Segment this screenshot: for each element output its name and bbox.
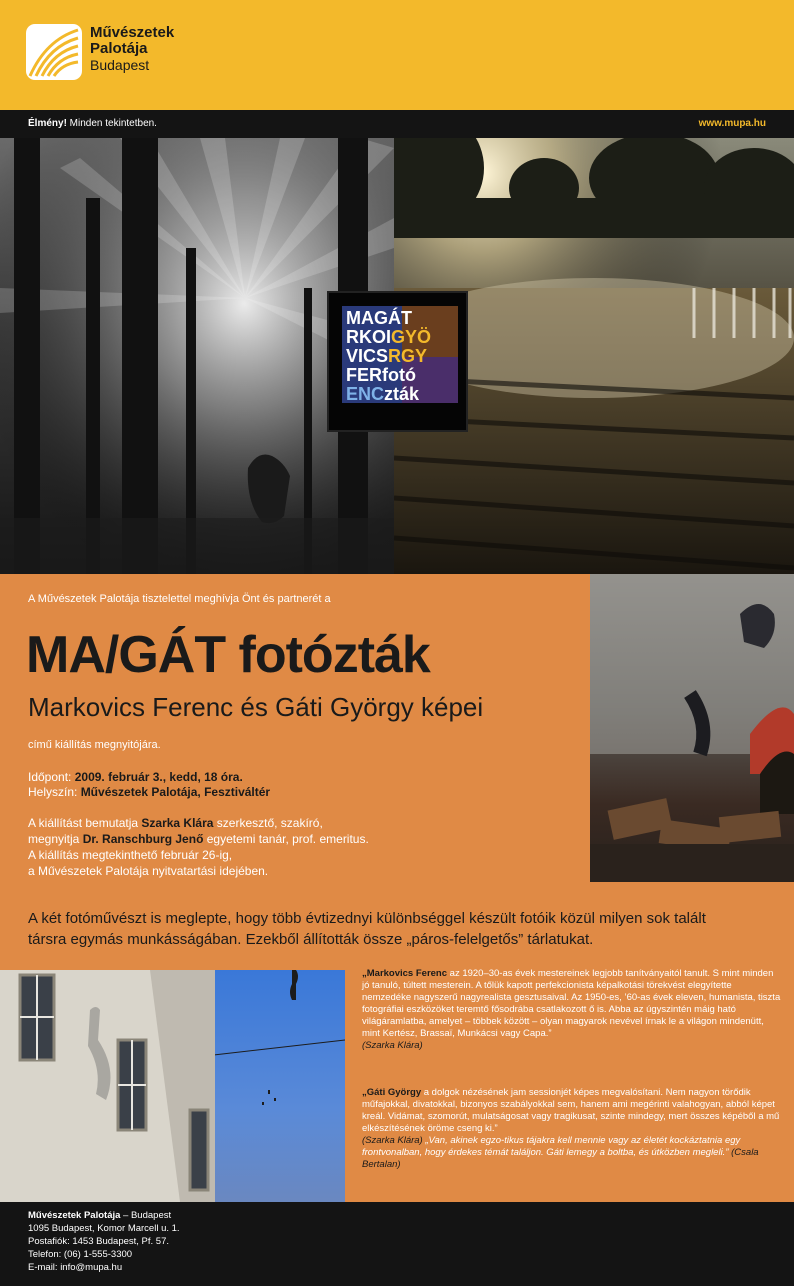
logo-line-1: Művészetek [90,24,175,41]
tagline-bar [0,110,794,138]
opening-text: című kiállítás megnyitójára. [28,739,161,751]
footer-email[interactable]: E-mail: info@mupa.hu [28,1262,123,1273]
tagline [28,118,157,129]
tagline-rest: Minden tekintetben. [66,118,157,129]
logo-line-3: Budapest [90,57,150,73]
ruin-photo [590,574,794,882]
invitation-intro: A Művészetek Palotája tisztelettel meghívja Önt és partnerét a [28,593,331,605]
footer-phone[interactable]: Telefon: (06) 1-555-3300 [28,1249,133,1260]
badge-line-5: ENCzták [346,384,420,404]
header [0,0,794,110]
gati-bio [362,1087,782,1171]
gati-name: „Gáti György [362,1087,422,1098]
footer-postbox: Postafiók: 1453 Budapest, Pf. 57. [28,1236,170,1247]
logo-line-2: Palotája [90,40,148,57]
mupa-logo-icon[interactable] [26,24,82,80]
event-place [28,785,270,799]
intro-paragraph: A két fotóművészt is meglepte, hogy több évtizednyi különbséggel készült fotóik közül milyen sok talált társra egymás munkásságában. Ezekből állították össze „páros-felelgetős” tárlatukat. [28,910,706,948]
exhibition-subtitle: Markovics Ferenc és Gáti György képei [28,692,484,722]
opener-name: Dr. Ranschburg Jenő [82,832,204,846]
time-label: Időpont: [28,770,75,784]
event-time [28,770,243,784]
badge-line-1: MAGÁT [346,308,412,328]
hours-line: a Művészetek Palotája nyitvatartási idejében. [28,864,269,878]
markovics-citation: (Szarka Klára) [362,1040,423,1051]
gati-text: a dolgok nézésének jam sessionjét képes megvalósítani. Nem nagyon törődik műfajokkal, divatokkal, bizonyos szabályokkal sem, hanem ami megérinti valahogyan, abból képet kreál. Vidámat, szomorút, mulatságosat vagy tragikusat, szinte mindegy, mert összes képéből a mű elkészítésének öröme cseng ki.” [362,1087,780,1134]
footer-name: Művészetek Palotája – Budapest [28,1210,172,1221]
footer [0,1202,794,1286]
footer-address: 1095 Budapest, Komor Marcell u. 1. [28,1223,180,1234]
tagline-bold: Élmény! [28,118,67,129]
opener-line: megnyitja Dr. Ranschburg Jenő egyetemi tanár, prof. emeritus. [28,832,369,846]
time-value: 2009. február 3., kedd, 18 óra. [74,770,243,784]
gati-citation: (Szarka Klára) [362,1135,423,1146]
presenter-name: Szarka Klára [141,816,214,830]
exhibition-title: MA/GÁT fotózták [26,626,430,684]
badge-line-4: FERfotó [346,365,416,385]
website-link[interactable]: www.mupa.hu [698,118,766,129]
place-value: Művészetek Palotája, Fesztiváltér [80,785,271,799]
logo-text [90,25,174,73]
gati-quote: „Van, akinek egzo-tikus tájakra kell mennie vagy az életét kockáztatnia egy frontvonalban, hogy érdekes témát találjon. Gáti lemegy a boltba, és útközben meglelі.” [362,1135,741,1158]
markovics-text: az 1920–30-as évek mestereinek legjobb tanítványaitól tanult. S mint minden jó tanuló, túltett mesterein. A tőlük kapott perfekcionista képalkotási törekvést elegyítette nemzedéke nagyszerű nagyrealista gesztusaival. Az 1950-es, ’60-as évek eleven, humanista, tiszta fotográfiai eszközöket teremtő fősodrába csatlakozott ő is. Abba az úgyszintén máig ható világáramlatba, amelyet – többek között – olyan magyarok nevével írnak le a világon mindenütt, mint Kertész, Brassaï, Munkácsi vagy Capa.” [362,968,781,1039]
markovics-bio [362,968,782,1052]
exhibition-badge [327,291,468,432]
dates-line: A kiállítás megtekinthető február 26-ig, [28,848,233,862]
place-label: Helyszín: [28,785,81,799]
badge-line-2: RKOIGYÖ [346,327,432,347]
markovics-name: „Markovics Ferenc [362,968,448,979]
building-facade [0,970,215,1202]
presenter-line: A kiállítást bemutatja Szarka Klára szerkesztő, szakíró, [28,816,323,830]
badge-line-3: VICSRGY [346,346,428,366]
gati-citation-2: (Csala Bertalan) [362,1147,759,1170]
